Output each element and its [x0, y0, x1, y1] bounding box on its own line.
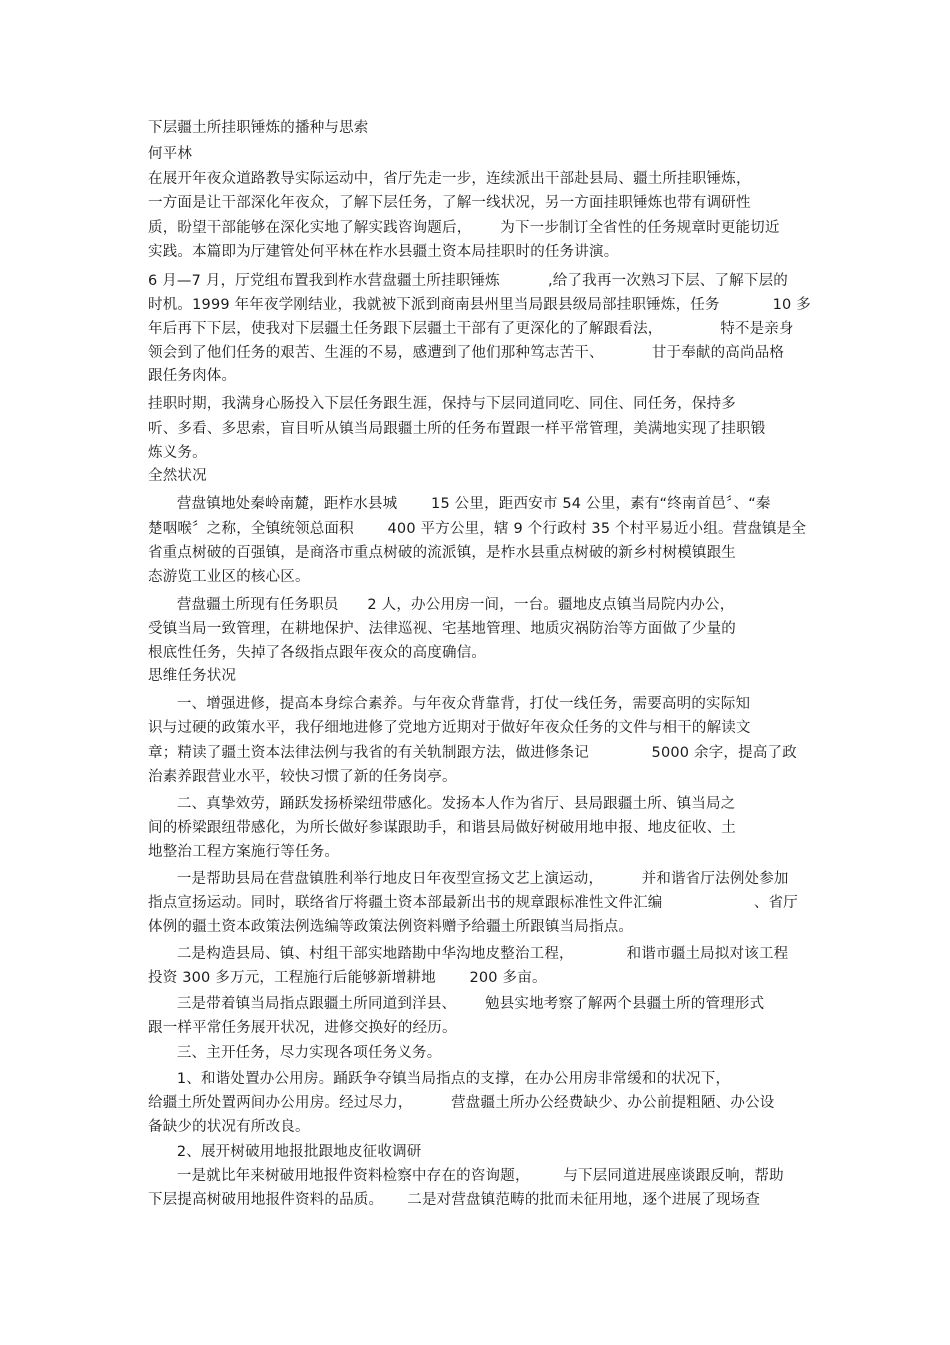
- text-line: 一、增强进修，提高本身综合素养。与年夜众背靠背，打仗一线任务，需要高明的实际知: [148, 696, 751, 712]
- text-line: 三、主开任务，尽力实现各项任务义务。: [148, 1045, 442, 1061]
- text-line: 6 月—7 月，厅党组布置我到柞水营盘疆土所挂职锤炼 ,给了我再一次熟习下层、了解下层的: [148, 273, 788, 289]
- section-heading: 思维任务状况: [148, 668, 237, 684]
- text-line: 备缺少的状况有所改良。: [148, 1119, 310, 1135]
- text-line: 2、展开树破用地报批跟地皮征收调研: [148, 1144, 422, 1160]
- text-line: 实践。本篇即为厅建管处何平林在柞水县疆土资本局挂职时的任务讲演。: [148, 244, 619, 260]
- text-line: 时机。1999 年年夜学刚结业，我就被下派到商南县州里当局跟县级局部挂职锤炼，任务 10 多: [148, 297, 811, 313]
- text-line: 楚咽喉〞之称，全镇统领总面积 400 平方公里，辖 9 个行政村 35 个村平易近小组。营盘镇是全: [148, 521, 807, 537]
- text-line: 地整治工程方案施行等任务。: [148, 844, 340, 860]
- text-line: 跟任务肉体。: [148, 368, 237, 384]
- text-line: 根底性任务，失掉了各级指点跟年夜众的高度确信。: [148, 645, 487, 661]
- text-line: 年后再下下层，使我对下层疆土任务跟下层疆土干部有了更深化的了解跟看法， 特不是亲身: [148, 321, 794, 337]
- text-line: 下层提高树破用地报件资料的品质。 二是对营盘镇范畴的批而未征用地，逐个进展了现场查: [148, 1192, 761, 1208]
- text-line: 间的桥梁跟纽带感化，为所长做好参谋跟助手，和谐县局做好树破用地申报、地皮征收、土: [148, 820, 736, 836]
- document-author: 何平林: [148, 146, 193, 162]
- text-line: 体例的疆土资本政策法例选编等政策法例资料赠予给疆土所跟镇当局指点。: [148, 919, 634, 935]
- text-line: 营盘疆土所现有任务职员 2 人，办公用房一间，一台。疆地皮点镇当局院内办公，: [148, 597, 735, 613]
- section-heading: 全然状况: [148, 468, 207, 484]
- text-line: 二、真挚效劳，踊跃发扬桥梁纽带感化。发扬本人作为省厅、县局跟疆土所、镇当局之: [148, 796, 736, 812]
- text-line: 听、多看、多思索，盲目听从镇当局跟疆土所的任务布置跟一样平常管理，美满地实现了挂职锻: [148, 421, 766, 437]
- text-line: 在展开年夜众道路教导实际运动中，省厅先走一步，连续派出干部赴县局、疆土所挂职锤炼，: [148, 171, 751, 187]
- text-line: 炼义务。: [148, 445, 207, 461]
- text-line: 投资 300 多万元，工程施行后能够新增耕地 200 多亩。: [148, 970, 547, 986]
- text-line: 章；精读了疆土资本法律法例与我省的有关轨制跟方法，做进修条记 5000 余字，提高了政: [148, 745, 797, 761]
- text-line: 三是带着镇当局指点跟疆土所同道到洋县、 勉县实地考察了解两个县疆土所的管理形式: [148, 996, 765, 1012]
- text-line: 1、和谐处置办公用房。踊跃争夺镇当局指点的支撑，在办公用房非常缓和的状况下，: [148, 1071, 731, 1087]
- document-title: 下层疆土所挂职锤炼的播种与思索: [148, 120, 369, 136]
- text-line: 省重点树破的百强镇，是商洛市重点树破的流派镇，是柞水县重点树破的新乡村树模镇跟生: [148, 545, 736, 561]
- text-line: 指点宣扬运动。同时，联络省厅将疆土资本部最新出书的规章跟标准性文件汇编 、省厅: [148, 895, 798, 911]
- text-line: 治素养跟营业水平，较快习惯了新的任务岗亭。: [148, 769, 457, 785]
- text-line: 一方面是让干部深化年夜众，了解下层任务，了解一线状况，另一方面挂职锤炼也带有调研性: [148, 195, 751, 211]
- text-line: 一是就比年来树破用地报件资料检察中存在的咨询题， 与下层同道进展座谈跟反响，帮助: [148, 1168, 784, 1184]
- text-line: 营盘镇地处秦岭南麓，距柞水县城 15 公里，距西安市 54 公里，素有“终南首邑〞、“秦: [148, 496, 771, 512]
- text-line: 二是构造县局、镇、村组干部实地踏勘中华沟地皮整治工程， 和谐市疆土局拟对该工程: [148, 946, 789, 962]
- text-line: 识与过硬的政策水平，我仔细地进修了党地方近期对于做好年夜众任务的文件与相干的解读文: [148, 720, 751, 736]
- text-line: 态游览工业区的核心区。: [148, 569, 310, 585]
- text-line: 领会到了他们任务的艰苦、生涯的不易，感遭到了他们那种笃志苦干、 甘于奉献的高尚品格: [148, 345, 785, 361]
- text-line: 跟一样平常任务展开状况，进修交换好的经历。: [148, 1020, 457, 1036]
- text-line: 挂职时期，我满身心肠投入下层任务跟生涯，保持与下层同道同吃、同住、同任务，保持多: [148, 396, 736, 412]
- text-line: 受镇当局一致管理，在耕地保护、法律巡视、宅基地管理、地质灾祸防治等方面做了少量的: [148, 621, 736, 637]
- text-line: 质，盼望干部能够在深化实地了解实践咨询题后， 为下一步制订全省性的任务规章时更能切近: [148, 220, 780, 236]
- text-line: 一是帮助县局在营盘镇胜利举行地皮日年夜型宣扬文艺上演运动， 并和谐省厅法例处参加: [148, 871, 789, 887]
- text-line: 给疆土所处置两间办公用房。经过尽力， 营盘疆土所办公经费缺少、办公前提粗陋、办公设: [148, 1095, 775, 1111]
